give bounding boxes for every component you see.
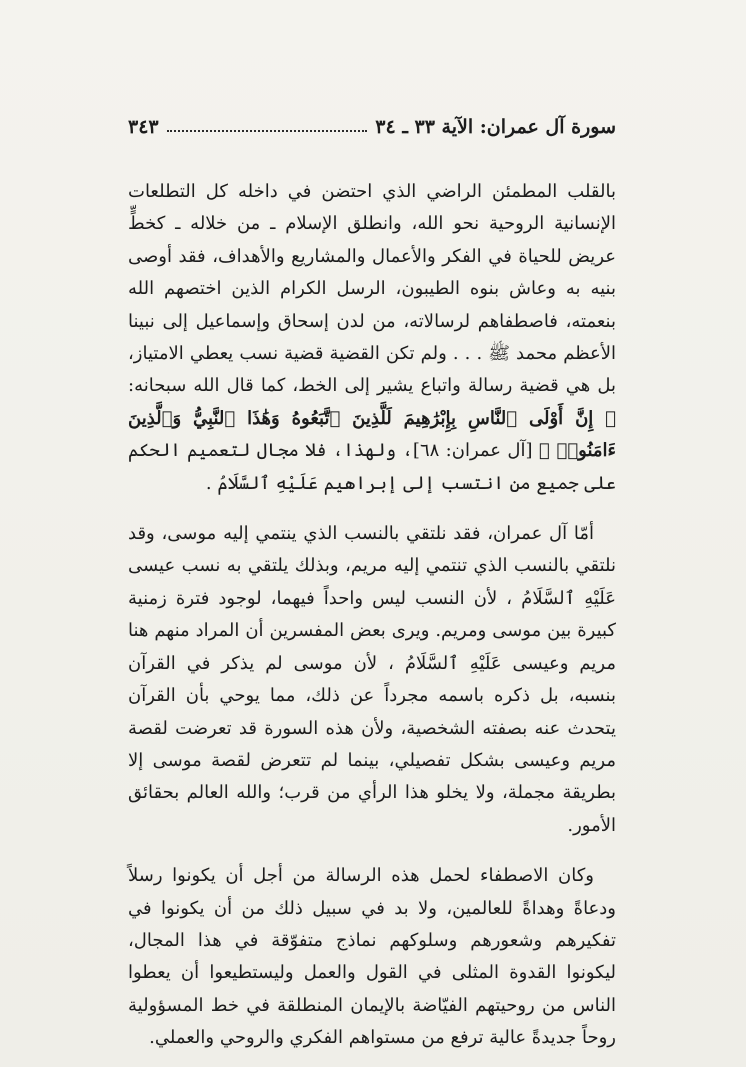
paragraph-text: بالقلب المطمئن الراضي الذي احتضن في داخله كل التطلعات الإنسانية الروحية نحو الله، وانطلق الإسلام ـ من خلاله ـ كخطٍّ عريض للحياة في الفكر والأعمال والمشاريع والأهداف، فقد أوصى بنيه به وعاش بنوه الطيبون، الرسل الكرام الذين اختصهم الله بنعمته، فاصطفاهم لرسالاته، من لدن إسحاق وإسماعيل إلى نبينا الأعظم محمد ﷺ . . . ولم تكن القضية قضية نسب يعطي الامتياز، بل هي قضية رسالة واتباع يشير إلى الخط، كما قال الله سبحانه: (128, 181, 617, 397)
body-text (128, 176, 616, 1055)
quran-verse: ﴿ إِنَّ أَوْلَى ٱلنَّاسِ بِإِبْرَٰهِيمَ لَلَّذِينَ ٱتَّبَعُوهُ وَهَٰذَا ٱلنَّبِيُّ وَٱلَّذِينَ ءَامَنُوا۟ ﴾ (128, 407, 616, 462)
running-header (128, 112, 616, 142)
page-number: ٣٤٣ (128, 116, 159, 138)
leader-dots (167, 130, 368, 132)
paragraph (128, 176, 616, 500)
paragraph: وكان الاصطفاء لحمل هذه الرسالة من أجل أن يكونوا رسلاً ودعاةً وهداةً للعالمين، ولا بد في سبيل ذلك من أن يكونوا في تفكيرهم وشعورهم وسلوكهم نماذج متفوّقة في هذا المجال، ليكونوا القدوة المثلى في القول والعمل وليستطيعوا أن يعطوا الناس من روحيتهم الفيّاضة بالإيمان المنطلقة في خط المسؤولية روحاً جديدةً عالية ترفع من مستواهم الفكري والروحي والعملي. (128, 865, 616, 1049)
paragraph: أمّا آل عمران، فقد نلتقي بالنسب الذي ينتمي إليه موسى، وقد نلتقي بالنسب الذي تنتمي إليه مريم، وبذلك يلتقي به نسب عيسى عَلَيْهِ ٱلسَّلَامُ ، لأن النسب ليس واحداً فيهما، لوجود فترة زمنية كبيرة بين موسى ومريم. ويرى بعض المفسرين أن المراد منهم هنا مريم وعيسى عَلَيْهِ ٱلسَّلَامُ ، لأن موسى لم يذكر في القرآن بنسبه، بل ذكره باسمه مجرداً عن ذلك، مما يوحي بأن القرآن يتحدث عنه بصفته الشخصية، ولأن هذه السورة قد تعرضت لقصة مريم وعيسى بشكل تفصيلي، بينما لم تتعرض لقصة موسى إلا بطريقة مجملة، ولا يخلو هذا الرأي من قرب؛ والله العالم بحقائق الأمور. (128, 523, 616, 836)
running-title: سورة آل عمران: الآية ٣٣ ـ ٣٤ (375, 116, 616, 138)
paragraph-text: [آل عمران: ٦٨]، ولهذا، فلا مجال لتعميم الحكم على جميع من انتسب إلى إبراهيم عَلَيْهِ ٱلسَّلَامُ . (128, 440, 616, 494)
